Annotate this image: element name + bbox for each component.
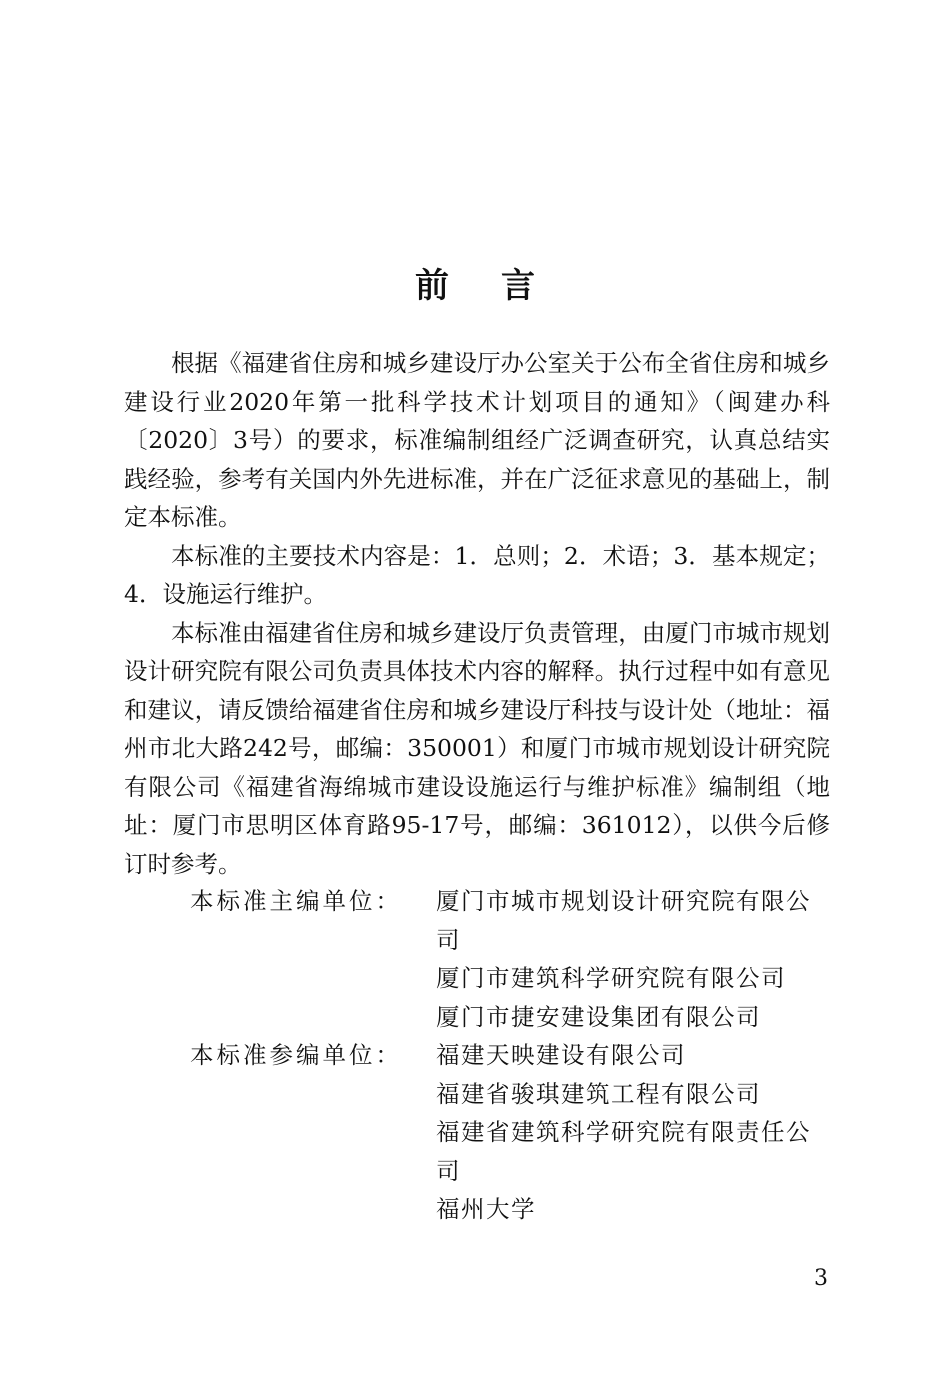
paragraph-management: 本标准由福建省住房和城乡建设厅负责管理，由厦门市城市规划设计研究院有限公司负责具体技术内容的解释。执行过程中如有意见和建议，请反馈给福建省住房和城乡建设厅科技与设计处（地址：福州市北大路242号，邮编：350001）和厦门市城市规划设计研究院有限公司《福建省海绵城市建设设施运行与维护标准》编制组（地址：厦门市思明区体育路95-17号，邮编：361012），以供今后修订时参考。 bbox=[124, 618, 830, 878]
list-item: 福建省骏琪建筑工程有限公司 bbox=[436, 1079, 761, 1108]
list-item: 福州大学 bbox=[436, 1195, 536, 1223]
paragraph-basis: 根据《福建省住房和城乡建设厅办公室关于公布全省住房和城乡建设行业2020年第一批科学技术计划项目的通知》（闽建办科〔2020〕3号）的要求，标准编制组经广泛调查研究，认真总结实践经验，参考有关国内外先进标准，并在广泛征求意见的基础上，制定本标准。 bbox=[124, 349, 830, 531]
list-item: 厦门市城市规划设计研究院有限公司 bbox=[436, 887, 811, 954]
list-item: 福建天映建设有限公司 bbox=[436, 1041, 686, 1069]
paragraph-contents: 本标准的主要技术内容是：1．总则；2．术语；3．基本规定；4．设施运行维护。 bbox=[124, 541, 830, 608]
list-item: 福建省建筑科学研究院有限责任公司 bbox=[436, 1118, 811, 1185]
page-title: 前言 bbox=[415, 266, 587, 306]
list-item: 厦门市捷安建设集团有限公司 bbox=[436, 1002, 761, 1031]
chief-units-group bbox=[124, 882, 830, 1036]
list-item: 厦门市建筑科学研究院有限公司 bbox=[436, 964, 786, 992]
participating-units-group bbox=[124, 1036, 830, 1229]
participating-units-list bbox=[436, 1036, 830, 1229]
chief-units-list bbox=[436, 882, 830, 1036]
page-number: 3 bbox=[814, 1266, 828, 1291]
drafting-units bbox=[124, 882, 830, 1229]
preface-body bbox=[124, 344, 830, 883]
chief-units-label: 本标准主编单位： bbox=[190, 887, 402, 915]
participating-units-label: 本标准参编单位： bbox=[190, 1041, 402, 1069]
